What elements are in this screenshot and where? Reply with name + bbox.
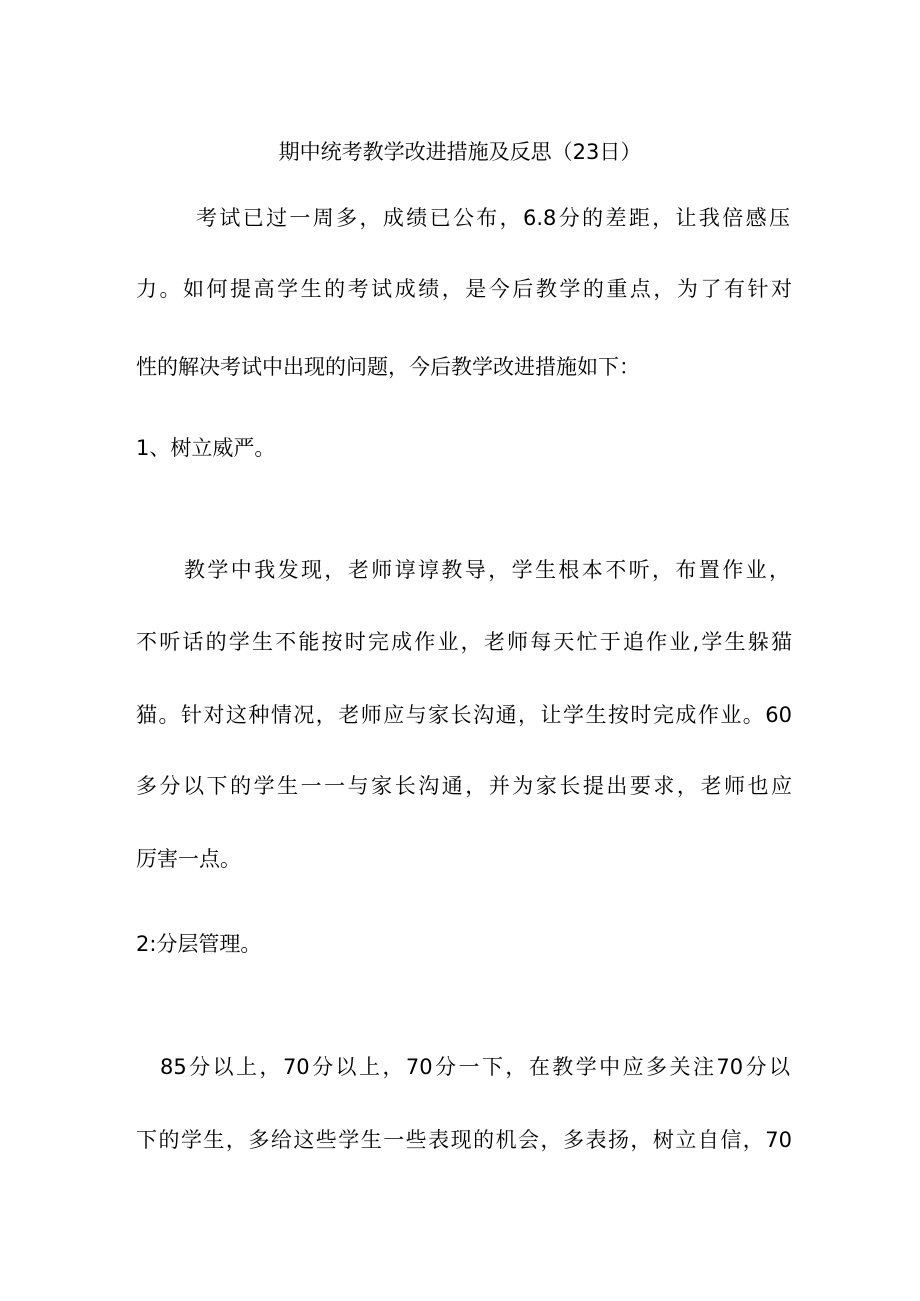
paragraph-line: 85分以上，70分以上，70分一下，在教学中应多关注70分以 <box>160 1055 790 1079</box>
paragraph-line: 教学中我发现，老师谆谆教导，学生根本不听，布置作业， <box>184 558 790 582</box>
section-heading: 2:分层管理。 <box>136 932 262 956</box>
paragraph-line: 下的学生，多给这些学生一些表现的机会，多表扬，树立自信，70 <box>136 1128 792 1152</box>
paragraph-line: 多分以下的学生一一与家长沟通，并为家长提出要求，老师也应 <box>136 774 792 798</box>
paragraph-line: 力。如何提高学生的考试成绩，是今后教学的重点，为了有针对 <box>136 277 792 301</box>
paragraph-line: 厉害一点。 <box>136 847 241 871</box>
paragraph-line: 性的解决考试中出现的问题，今后教学改进措施如下： <box>136 355 640 379</box>
paragraph-line: 考试已过一周多，成绩已公布，6.8分的差距，让我倍感压 <box>196 206 790 230</box>
paragraph-line: 猫。针对这种情况，老师应与家长沟通，让学生按时完成作业。60 <box>136 703 792 727</box>
paragraph-line: 不听话的学生不能按时完成作业，老师每天忙于追作业,学生躲猫 <box>136 630 792 654</box>
document-title: 期中统考教学改进措施及反思（23日） <box>278 140 642 164</box>
section-heading: 1、树立威严。 <box>136 436 276 460</box>
